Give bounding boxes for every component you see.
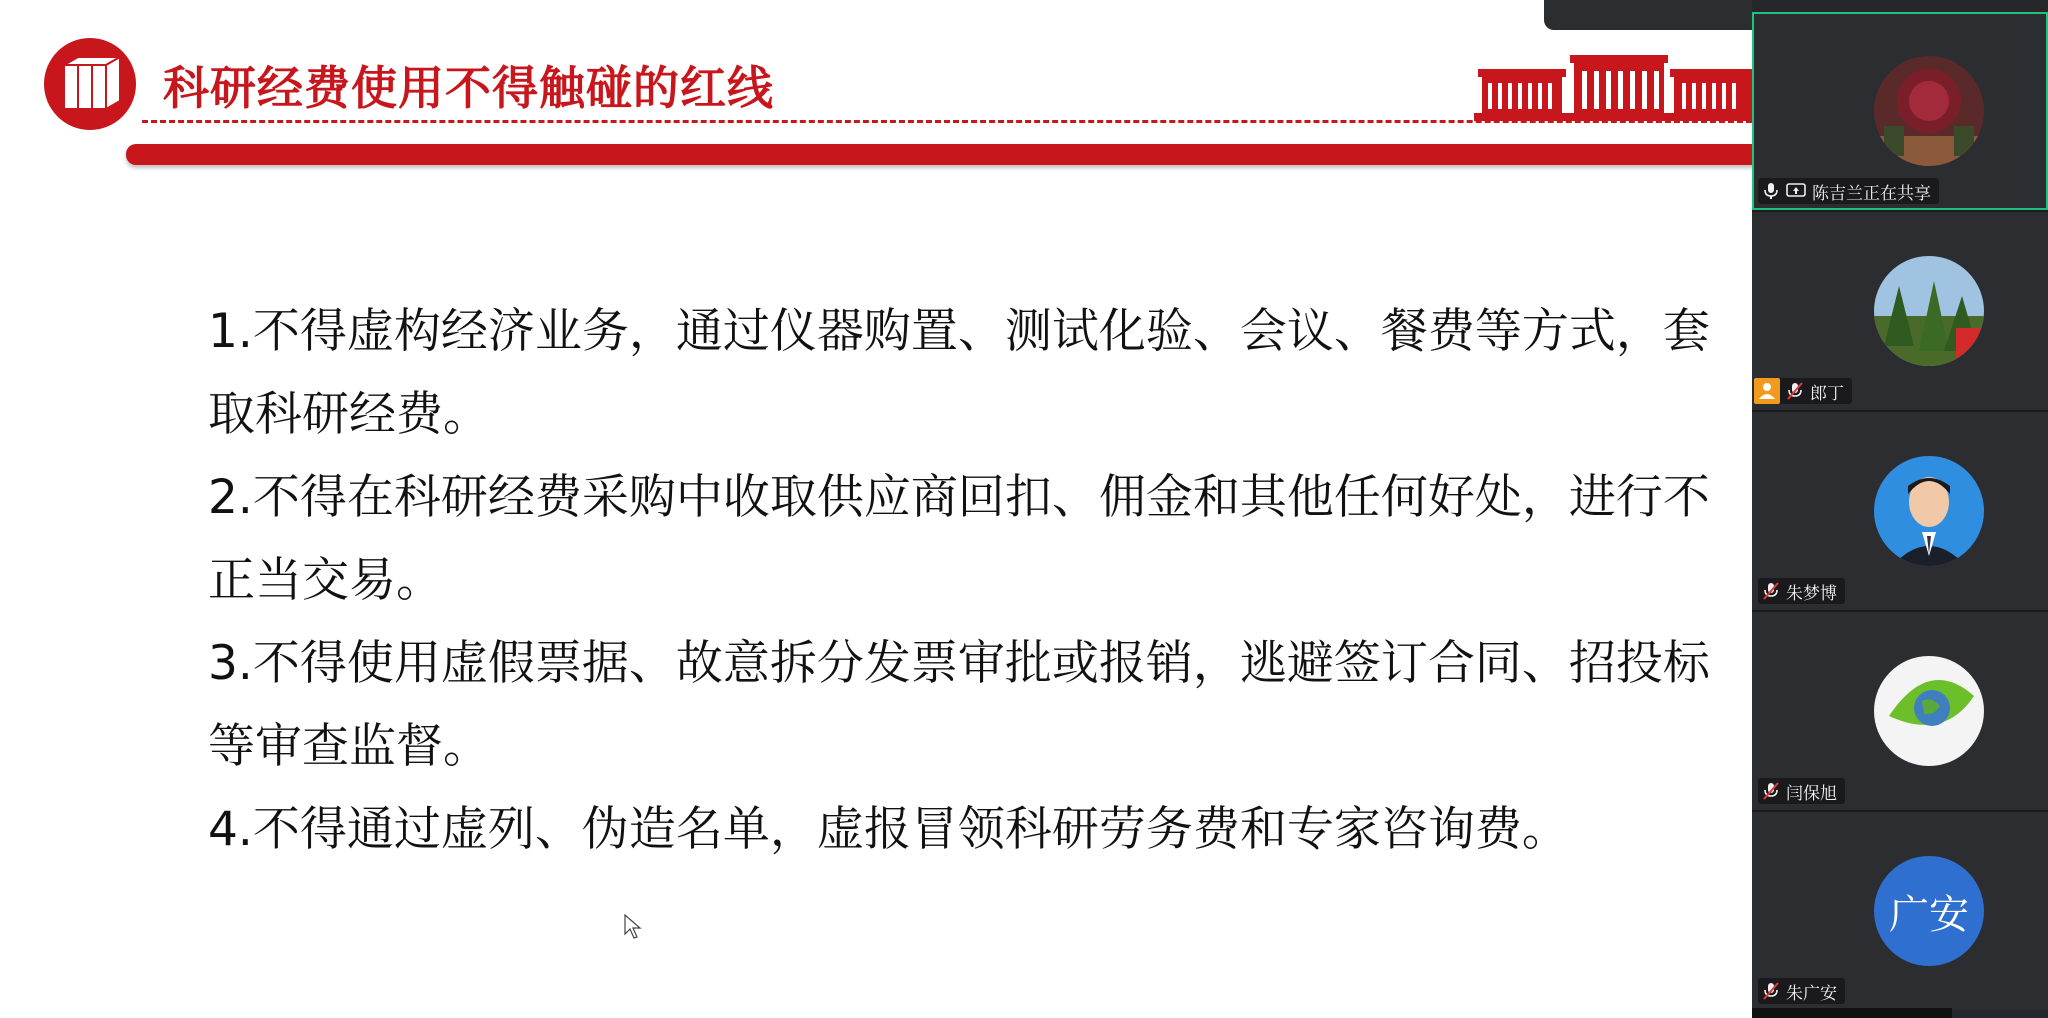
paragraph-1-line-1: 1.不得虚构经济业务，通过仪器购置、测试化验、会议、餐费等方式，套 — [208, 304, 1710, 359]
participant-name-tag — [1758, 578, 1845, 604]
initials-avatar — [1874, 856, 1984, 966]
avatar-initials: 广安 — [1889, 891, 1969, 938]
avatar — [1874, 656, 1984, 766]
paragraph-3-line-1: 3.不得使用虚假票据、故意拆分发票审批或报销，逃避签订合同、招投标 — [208, 636, 1710, 691]
participant-name: 朱广安 — [1786, 983, 1837, 1004]
toolbar-edge — [1544, 0, 1752, 30]
mic-muted-icon — [1762, 781, 1780, 801]
participant-name: 闫保旭 — [1786, 783, 1837, 804]
paragraph-1-line-2: 取科研经费。 — [208, 387, 490, 442]
mic-muted-icon — [1762, 981, 1780, 1001]
participant-name: 陈吉兰正在共享 — [1812, 183, 1931, 204]
paragraph-2-line-2: 正当交易。 — [208, 553, 443, 608]
paragraph-3-line-2: 等审查监督。 — [208, 719, 490, 774]
paragraph-2-line-1: 2.不得在科研经费采购中收取供应商回扣、佣金和其他任何好处，进行不 — [208, 470, 1710, 525]
participant-name: 郎丁 — [1810, 383, 1844, 404]
avatar — [1874, 56, 1984, 166]
slide-title: 科研经费使用不得触碰的红线 — [163, 61, 774, 115]
title-red-bar — [126, 144, 1752, 165]
avatar — [1874, 456, 1984, 566]
participant-tile[interactable] — [1752, 612, 2048, 810]
participant-panel — [1752, 0, 2048, 1018]
avatar — [1874, 256, 1984, 366]
participant-tile[interactable] — [1752, 412, 2048, 610]
building-silhouette-icon — [1474, 55, 1752, 121]
host-badge-icon — [1754, 378, 1780, 404]
slide-body — [208, 290, 1748, 871]
books-logo-icon — [44, 38, 136, 130]
mouse-cursor-icon — [624, 914, 642, 940]
paragraph-4-line-1: 4.不得通过虚列、伪造名单，虚报冒领科研劳务费和专家咨询费。 — [208, 802, 1569, 857]
participant-tile[interactable] — [1752, 212, 2048, 410]
participant-tile[interactable] — [1752, 12, 2048, 210]
participant-name-tag — [1758, 978, 1845, 1004]
participant-name-tag — [1754, 378, 1852, 404]
participant-name-tag — [1758, 178, 1939, 204]
bottom-bar — [1752, 1008, 1952, 1018]
mic-muted-icon — [1786, 381, 1804, 401]
mic-on-icon — [1762, 181, 1780, 201]
participant-tile[interactable] — [1752, 812, 2048, 1010]
participant-name-tag — [1758, 778, 1845, 804]
participant-name: 朱梦博 — [1786, 583, 1837, 604]
mic-muted-icon — [1762, 581, 1780, 601]
screen-share-icon — [1786, 183, 1806, 199]
